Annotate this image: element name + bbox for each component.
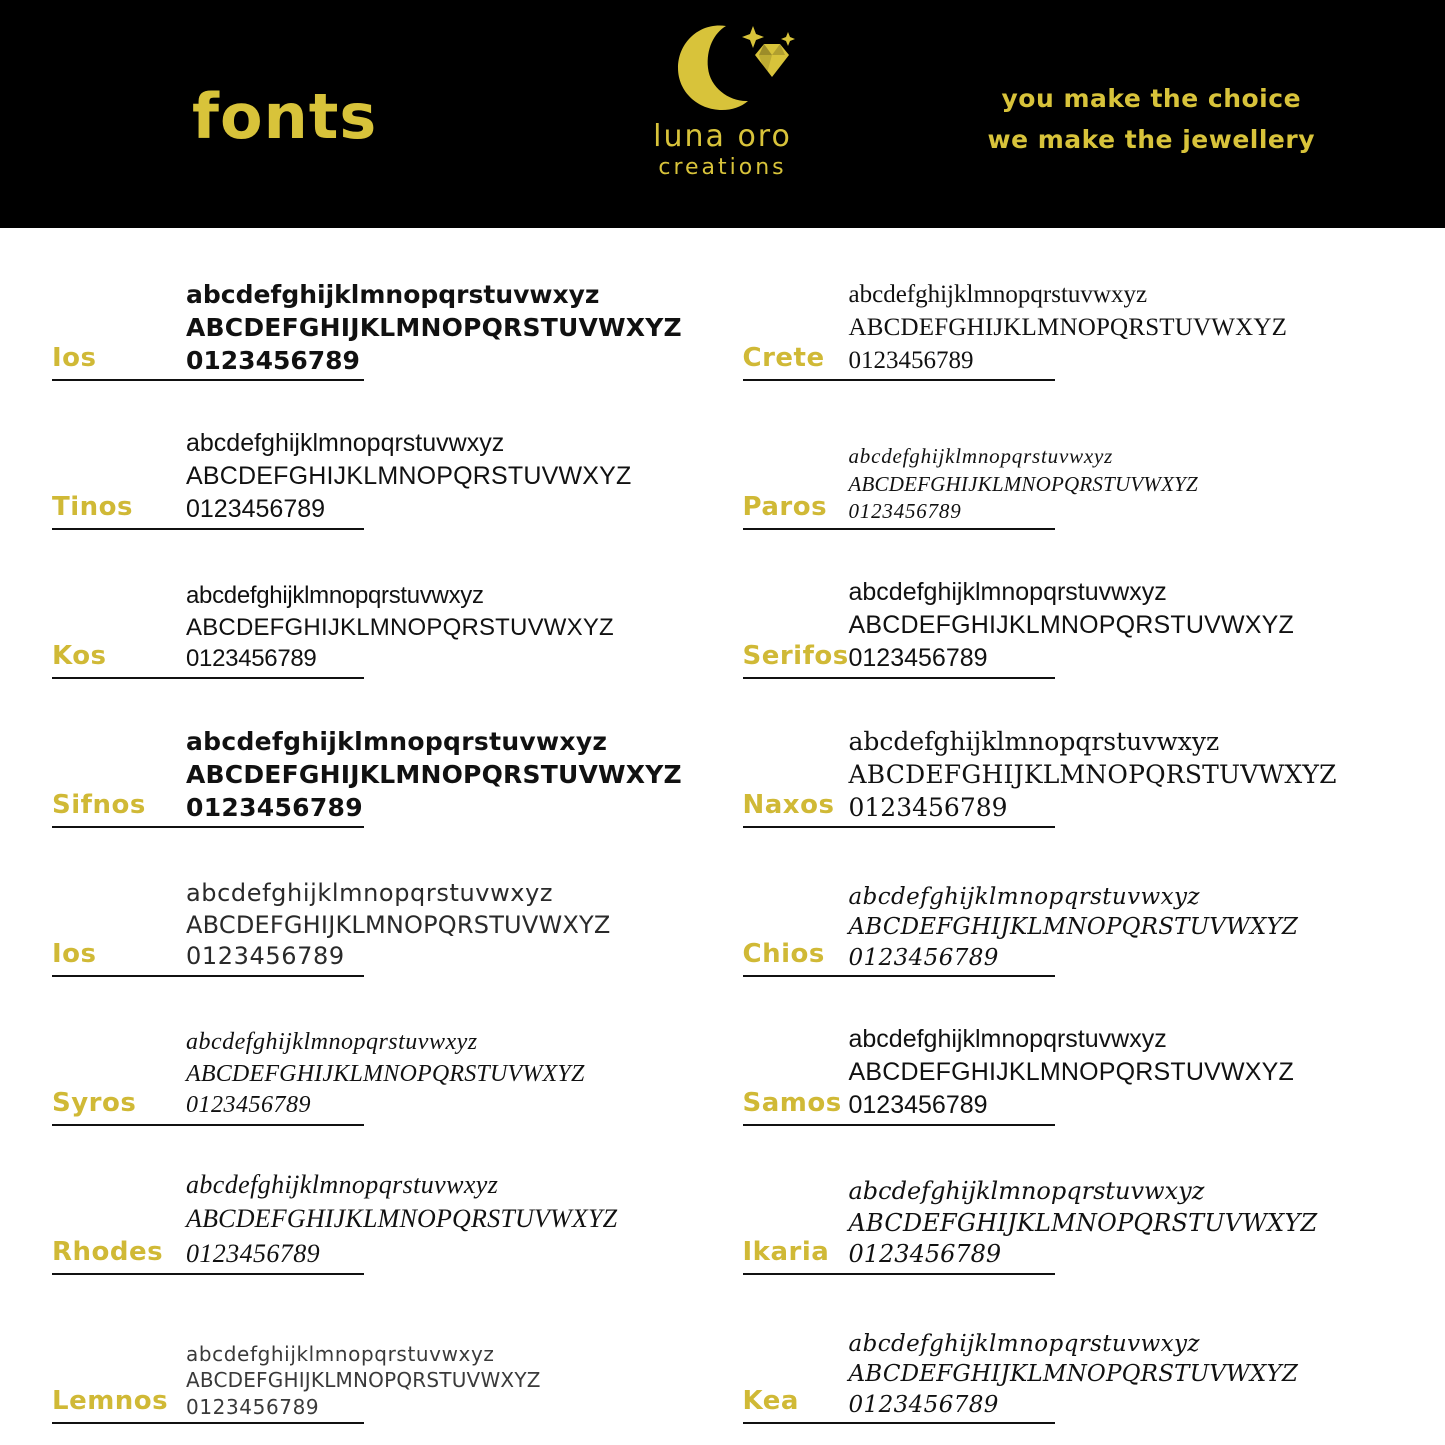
font-sample-row [0, 246, 723, 395]
font-sample-row [723, 544, 1445, 693]
font-sample-row [723, 395, 1445, 544]
font-name-label: Chios [742, 939, 825, 969]
font-sample-row [723, 693, 1445, 842]
divider [743, 1273, 1055, 1275]
specimen-lowercase: abcdefghijklmnopqrstuvwxyz [186, 280, 600, 309]
font-sample-row [723, 1289, 1445, 1438]
font-name-label: Serifos [742, 641, 849, 671]
specimen-lowercase: abcdefghijklmnopqrstuvwxyz [848, 281, 1148, 308]
font-sample-row [0, 1140, 723, 1289]
specimen-digits: 0123456789 [186, 495, 326, 523]
font-specimen [186, 1341, 541, 1420]
tagline-line-2: we make the jewellery [987, 125, 1315, 155]
divider [52, 379, 364, 381]
font-specimen [849, 1176, 1318, 1271]
specimen-uppercase: ABCDEFGHIJKLMNOPQRSTUVWXYZ [848, 1361, 1299, 1388]
specimen-lowercase: abcdefghijklmnopqrstuvwxyz [186, 581, 484, 609]
font-sample-row [723, 246, 1445, 395]
divider [52, 975, 364, 977]
font-specimen [186, 278, 682, 377]
divider [743, 379, 1055, 381]
specimen-digits: 0123456789 [186, 942, 345, 971]
specimen-lowercase: abcdefghijklmnopqrstuvwxyz [848, 727, 1220, 756]
font-name-label: Syros [52, 1088, 137, 1118]
specimen-uppercase: ABCDEFGHIJKLMNOPQRSTUVWXYZ [186, 910, 611, 939]
specimen-digits: 0123456789 [848, 1091, 988, 1119]
specimen-digits: 0123456789 [848, 644, 988, 672]
specimen-digits: 0123456789 [848, 944, 999, 971]
specimen-lowercase: abcdefghijklmnopqrstuvwxyz [186, 878, 554, 907]
font-specimen [849, 1329, 1299, 1420]
font-name-label: Ios [52, 939, 97, 969]
divider [743, 1124, 1055, 1126]
specimen-lowercase: abcdefghijklmnopqrstuvwxyz [848, 883, 1200, 910]
font-sample-row [723, 842, 1445, 991]
specimen-lowercase: abcdefghijklmnopqrstuvwxyz [186, 1341, 495, 1366]
specimen-lowercase: abcdefghijklmnopqrstuvwxyz [186, 727, 608, 756]
font-name-label: Ios [52, 343, 97, 373]
specimen-digits: 0123456789 [848, 1391, 999, 1418]
brand-name: luna oro [653, 119, 792, 154]
specimen-uppercase: ABCDEFGHIJKLMNOPQRSTUVWXYZ [848, 1208, 1318, 1237]
specimen-lowercase: abcdefghijklmnopqrstuvwxyz [186, 1028, 478, 1055]
specimen-uppercase: ABCDEFGHIJKLMNOPQRSTUVWXYZ [848, 611, 1295, 639]
font-sample-row [0, 842, 723, 991]
font-specimen [186, 427, 632, 526]
font-sample-row [723, 991, 1445, 1140]
font-name-label: Ikaria [742, 1237, 830, 1267]
tagline [988, 78, 1316, 161]
specimen-uppercase: ABCDEFGHIJKLMNOPQRSTUVWXYZ [186, 313, 682, 342]
divider [743, 826, 1055, 828]
specimen-lowercase: abcdefghijklmnopqrstuvwxyz [848, 1025, 1167, 1053]
font-name-label: Kos [52, 641, 107, 671]
font-sample-row [0, 693, 723, 842]
font-specimen [186, 1027, 585, 1122]
specimen-uppercase: ABCDEFGHIJKLMNOPQRSTUVWXYZ [848, 314, 1288, 341]
font-specimen [849, 443, 1198, 526]
divider [52, 1422, 364, 1424]
specimen-digits: 0123456789 [186, 346, 360, 375]
divider [52, 1124, 364, 1126]
specimen-digits: 0123456789 [848, 347, 974, 374]
page-title: fonts [192, 80, 378, 153]
crescent-moon-and-diamond-icon [638, 18, 808, 114]
font-sample-row [0, 395, 723, 544]
specimen-uppercase: ABCDEFGHIJKLMNOPQRSTUVWXYZ [186, 462, 632, 490]
divider [52, 826, 364, 828]
font-specimen [186, 878, 611, 973]
tagline-line-1: you make the choice [1001, 84, 1302, 113]
specimen-uppercase: ABCDEFGHIJKLMNOPQRSTUVWXYZ [186, 1368, 541, 1393]
font-specimen [849, 725, 1337, 824]
font-specimen [849, 576, 1295, 675]
specimen-uppercase: ABCDEFGHIJKLMNOPQRSTUVWXYZ [186, 1204, 618, 1234]
specimen-digits: 0123456789 [186, 793, 363, 822]
divider [743, 677, 1055, 679]
font-specimen [849, 1023, 1295, 1122]
font-specimen [186, 580, 614, 675]
divider [52, 677, 364, 679]
specimen-digits: 0123456789 [186, 1394, 320, 1419]
font-name-label: Lemnos [52, 1386, 169, 1416]
specimen-lowercase: abcdefghijklmnopqrstuvwxyz [848, 443, 1114, 468]
divider [52, 1273, 364, 1275]
specimen-uppercase: ABCDEFGHIJKLMNOPQRSTUVWXYZ [848, 1058, 1295, 1086]
font-name-label: Crete [742, 343, 825, 373]
specimen-uppercase: ABCDEFGHIJKLMNOPQRSTUVWXYZ [186, 760, 682, 789]
font-sample-grid [0, 228, 1445, 1438]
specimen-digits: 0123456789 [848, 793, 1008, 822]
specimen-lowercase: abcdefghijklmnopqrstuvwxyz [848, 578, 1167, 606]
font-name-label: Paros [742, 492, 828, 522]
font-specimen [849, 882, 1299, 973]
specimen-uppercase: ABCDEFGHIJKLMNOPQRSTUVWXYZ [186, 613, 614, 641]
divider [52, 528, 364, 530]
brand-subtitle: creations [658, 154, 787, 180]
font-name-label: Naxos [742, 790, 835, 820]
font-name-label: Rhodes [52, 1237, 164, 1267]
font-sample-row [0, 544, 723, 693]
divider [743, 1422, 1055, 1424]
font-specimen [849, 278, 1288, 377]
specimen-uppercase: ABCDEFGHIJKLMNOPQRSTUVWXYZ [186, 1060, 585, 1087]
divider [743, 975, 1055, 977]
specimen-digits: 0123456789 [848, 499, 962, 524]
specimen-lowercase: abcdefghijklmnopqrstuvwxyz [848, 1330, 1200, 1357]
specimen-uppercase: ABCDEFGHIJKLMNOPQRSTUVWXYZ [848, 914, 1299, 941]
specimen-digits: 0123456789 [848, 1240, 1002, 1269]
font-sample-row [0, 1289, 723, 1438]
specimen-digits: 0123456789 [186, 645, 317, 673]
specimen-digits: 0123456789 [186, 1238, 320, 1268]
specimen-digits: 0123456789 [186, 1092, 311, 1119]
font-name-label: Sifnos [52, 790, 146, 820]
font-specimen [186, 725, 682, 824]
specimen-lowercase: abcdefghijklmnopqrstuvwxyz [186, 1170, 499, 1200]
font-name-label: Tinos [52, 492, 133, 522]
font-specimen [186, 1168, 617, 1271]
specimen-lowercase: abcdefghijklmnopqrstuvwxyz [186, 429, 505, 457]
specimen-lowercase: abcdefghijklmnopqrstuvwxyz [848, 1176, 1205, 1205]
font-sample-row [0, 991, 723, 1140]
font-name-label: Kea [742, 1386, 799, 1416]
page-header [0, 0, 1445, 228]
divider [743, 528, 1055, 530]
font-name-label: Samos [742, 1088, 842, 1118]
specimen-uppercase: ABCDEFGHIJKLMNOPQRSTUVWXYZ [848, 760, 1337, 789]
font-sample-row [723, 1140, 1445, 1289]
specimen-uppercase: ABCDEFGHIJKLMNOPQRSTUVWXYZ [848, 471, 1198, 496]
